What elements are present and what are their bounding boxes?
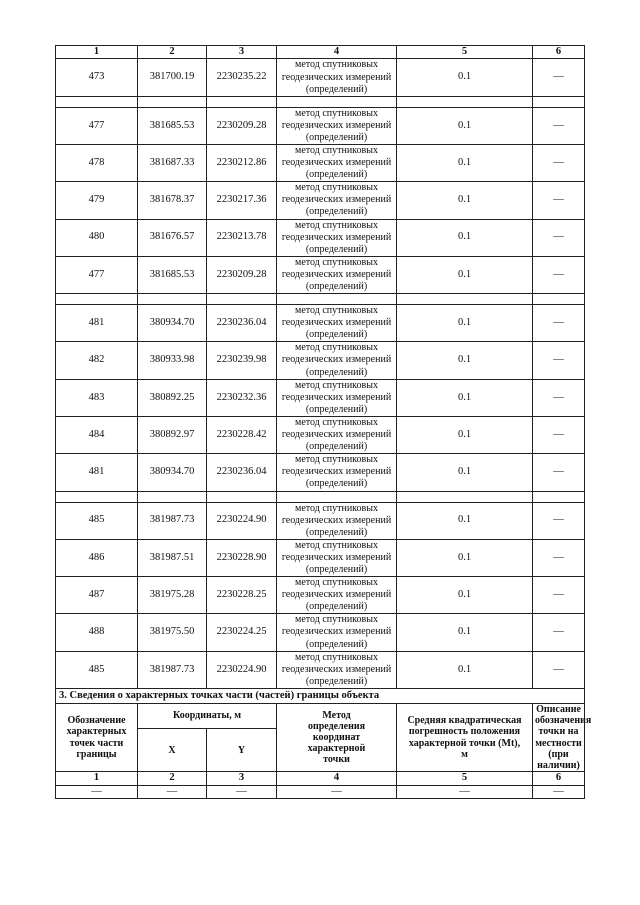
method-line: геодезических измерений: [281, 429, 392, 441]
description: —: [533, 144, 585, 181]
method-cell: [277, 614, 397, 651]
empty-cell: [533, 294, 585, 305]
description: —: [533, 416, 585, 453]
coord-x: 380934.70: [138, 305, 207, 342]
method-line: геодезических измерений: [281, 589, 392, 601]
point-number: 487: [56, 577, 138, 614]
coord-x: 381687.33: [138, 144, 207, 181]
point-number: 481: [56, 305, 138, 342]
coord-y: 2230236.04: [207, 305, 277, 342]
method-line: (определений): [305, 83, 368, 95]
coord-x: 381700.19: [138, 59, 207, 96]
table-row: [56, 454, 585, 491]
coord-y: 2230209.28: [207, 107, 277, 144]
empty-cell: [207, 96, 277, 107]
header-coordinates: Координаты, м: [138, 703, 277, 728]
section-3-title: 3. Сведения о характерных точках части (частей) границы объекта: [56, 688, 585, 703]
header-description: Описание обозначения точки на местности (при наличии): [533, 703, 585, 771]
method-line: (определений): [305, 638, 368, 650]
table-row: [56, 539, 585, 576]
empty-cell: [277, 491, 397, 502]
table-row: [56, 182, 585, 219]
method-line: геодезических измерений: [281, 71, 392, 83]
table-row: [56, 107, 585, 144]
empty-cell: [207, 491, 277, 502]
accuracy: 0.1: [397, 182, 533, 219]
point-number: 482: [56, 342, 138, 379]
coord-x: 380934.70: [138, 454, 207, 491]
table-row: [56, 651, 585, 688]
coord-y: 2230209.28: [207, 256, 277, 293]
point-number: 484: [56, 416, 138, 453]
method-line: (определений): [305, 403, 368, 415]
empty-cell: [56, 491, 138, 502]
method-cell: [277, 144, 397, 181]
spacer-row: [56, 96, 585, 107]
method-cell: [277, 416, 397, 453]
description: —: [533, 107, 585, 144]
column-number: 4: [277, 46, 397, 59]
method-cell: [277, 107, 397, 144]
point-number: 473: [56, 59, 138, 96]
method-line: (определений): [305, 243, 368, 255]
coord-y: 2230232.36: [207, 379, 277, 416]
table-cell: —: [138, 785, 207, 798]
accuracy: 0.1: [397, 59, 533, 96]
method-line: метод спутниковых: [295, 502, 378, 514]
column-number: 2: [138, 772, 207, 785]
column-number: 3: [207, 46, 277, 59]
description: —: [533, 539, 585, 576]
coord-y: 2230224.90: [207, 651, 277, 688]
coord-y: 2230236.04: [207, 454, 277, 491]
coord-y: 2230212.86: [207, 144, 277, 181]
description: —: [533, 305, 585, 342]
table-row: [56, 59, 585, 96]
table-cell: —: [277, 785, 397, 798]
column-number: 4: [277, 772, 397, 785]
description: —: [533, 379, 585, 416]
method-line: геодезических измерений: [281, 551, 392, 563]
column-number: 1: [56, 46, 138, 59]
method-line: метод спутниковых: [295, 577, 378, 589]
empty-cell: [56, 294, 138, 305]
method-line: (определений): [305, 601, 368, 613]
description: —: [533, 614, 585, 651]
coord-y: 2230224.90: [207, 502, 277, 539]
table-row: [56, 144, 585, 181]
method-line: (определений): [305, 206, 368, 218]
coord-y: 2230228.42: [207, 416, 277, 453]
boundary-points-table: [55, 45, 592, 799]
accuracy: 0.1: [397, 614, 533, 651]
coord-y: 2230239.98: [207, 342, 277, 379]
table-cell: —: [397, 785, 533, 798]
header-designation: Обозначение характерных точек части границы: [56, 703, 138, 771]
point-number: 477: [56, 256, 138, 293]
column-number-row: [56, 46, 585, 59]
method-line: метод спутниковых: [295, 256, 378, 268]
method-line: (определений): [305, 675, 368, 687]
method-cell: [277, 379, 397, 416]
accuracy: 0.1: [397, 256, 533, 293]
method-line: (определений): [305, 563, 368, 575]
coord-x: 381685.53: [138, 256, 207, 293]
method-line: метод спутниковых: [295, 651, 378, 663]
method-line: геодезических измерений: [281, 268, 392, 280]
table-row: [56, 502, 585, 539]
method-line: метод спутниковых: [295, 182, 378, 194]
method-line: геодезических измерений: [281, 194, 392, 206]
point-number: 477: [56, 107, 138, 144]
method-line: геодезических измерений: [281, 466, 392, 478]
coord-x: 381975.28: [138, 577, 207, 614]
section-3-value-row: [56, 785, 585, 798]
empty-cell: [533, 491, 585, 502]
method-cell: [277, 256, 397, 293]
accuracy: 0.1: [397, 219, 533, 256]
method-line: геодезических измерений: [281, 626, 392, 638]
column-number: 5: [397, 46, 533, 59]
column-number: 6: [533, 772, 585, 785]
method-line: метод спутниковых: [295, 305, 378, 317]
method-line: геодезических измерений: [281, 157, 392, 169]
method-line: геодезических измерений: [281, 663, 392, 675]
empty-cell: [397, 294, 533, 305]
table-row: [56, 379, 585, 416]
method-line: метод спутниковых: [295, 416, 378, 428]
point-number: 481: [56, 454, 138, 491]
column-number: 2: [138, 46, 207, 59]
empty-cell: [397, 491, 533, 502]
accuracy: 0.1: [397, 454, 533, 491]
accuracy: 0.1: [397, 539, 533, 576]
accuracy: 0.1: [397, 651, 533, 688]
description: —: [533, 219, 585, 256]
table-cell: —: [533, 785, 585, 798]
method-line: (определений): [305, 329, 368, 341]
point-number: 483: [56, 379, 138, 416]
description: —: [533, 651, 585, 688]
description: —: [533, 59, 585, 96]
method-line: метод спутниковых: [295, 342, 378, 354]
method-line: (определений): [305, 526, 368, 538]
method-cell: [277, 651, 397, 688]
method-line: геодезических измерений: [281, 354, 392, 366]
method-cell: [277, 342, 397, 379]
method-cell: [277, 219, 397, 256]
empty-cell: [207, 294, 277, 305]
description: —: [533, 454, 585, 491]
method-line: геодезических измерений: [281, 514, 392, 526]
section-3-header-row: [56, 703, 585, 728]
coord-x: 381975.50: [138, 614, 207, 651]
table-row: [56, 614, 585, 651]
coord-x: 381987.51: [138, 539, 207, 576]
method-line: метод спутниковых: [295, 107, 378, 119]
coord-y: 2230228.90: [207, 539, 277, 576]
method-cell: [277, 502, 397, 539]
empty-cell: [533, 96, 585, 107]
accuracy: 0.1: [397, 502, 533, 539]
method-cell: [277, 454, 397, 491]
method-cell: [277, 305, 397, 342]
description: —: [533, 342, 585, 379]
method-line: (определений): [305, 169, 368, 181]
header-method: Метод определения координат характерной точки: [277, 703, 397, 771]
column-number: 1: [56, 772, 138, 785]
column-number: 3: [207, 772, 277, 785]
coord-x: 381678.37: [138, 182, 207, 219]
method-line: (определений): [305, 441, 368, 453]
coord-y: 2230228.25: [207, 577, 277, 614]
table-row: [56, 305, 585, 342]
table-cell: —: [207, 785, 277, 798]
method-line: метод спутниковых: [295, 379, 378, 391]
point-number: 486: [56, 539, 138, 576]
spacer-row: [56, 294, 585, 305]
method-line: геодезических измерений: [281, 317, 392, 329]
spacer-row: [56, 491, 585, 502]
point-number: 488: [56, 614, 138, 651]
section-3-title-row: [56, 688, 585, 703]
method-line: (определений): [305, 366, 368, 378]
coord-x: 381987.73: [138, 502, 207, 539]
description: —: [533, 502, 585, 539]
accuracy: 0.1: [397, 144, 533, 181]
method-line: геодезических измерений: [281, 231, 392, 243]
empty-cell: [138, 294, 207, 305]
coord-x: 380933.98: [138, 342, 207, 379]
point-number: 480: [56, 219, 138, 256]
table-row: [56, 577, 585, 614]
method-cell: [277, 577, 397, 614]
point-number: 485: [56, 502, 138, 539]
method-line: (определений): [305, 281, 368, 292]
header-accuracy: Средняя квадратическая погрешность положения характерной точки (Mt), м: [397, 703, 533, 771]
method-line: геодезических измерений: [281, 391, 392, 403]
accuracy: 0.1: [397, 342, 533, 379]
method-line: (определений): [305, 478, 368, 490]
column-number: 5: [397, 772, 533, 785]
empty-cell: [138, 491, 207, 502]
method-line: метод спутниковых: [295, 144, 378, 156]
method-cell: [277, 59, 397, 96]
method-line: метод спутниковых: [295, 454, 378, 466]
empty-cell: [56, 96, 138, 107]
point-number: 479: [56, 182, 138, 219]
method-cell: [277, 539, 397, 576]
table-row: [56, 342, 585, 379]
method-line: метод спутниковых: [295, 614, 378, 626]
description: —: [533, 577, 585, 614]
method-line: метод спутниковых: [295, 59, 378, 71]
point-number: 478: [56, 144, 138, 181]
coord-x: 381987.73: [138, 651, 207, 688]
coord-y: 2230217.36: [207, 182, 277, 219]
header-y: Y: [207, 729, 277, 772]
column-number: 6: [533, 46, 585, 59]
accuracy: 0.1: [397, 305, 533, 342]
table-cell: —: [56, 785, 138, 798]
empty-cell: [138, 96, 207, 107]
table-row: [56, 219, 585, 256]
method-line: метод спутниковых: [295, 219, 378, 231]
accuracy: 0.1: [397, 577, 533, 614]
coord-y: 2230213.78: [207, 219, 277, 256]
section-3-column-number-row: [56, 772, 585, 785]
coord-y: 2230235.22: [207, 59, 277, 96]
method-line: геодезических измерений: [281, 119, 392, 131]
coord-y: 2230224.25: [207, 614, 277, 651]
accuracy: 0.1: [397, 107, 533, 144]
table-row: [56, 416, 585, 453]
coord-x: 380892.97: [138, 416, 207, 453]
table-row: [56, 256, 585, 293]
method-line: (определений): [305, 131, 368, 143]
description: —: [533, 182, 585, 219]
empty-cell: [277, 96, 397, 107]
coord-x: 381676.57: [138, 219, 207, 256]
header-x: X: [138, 729, 207, 772]
method-cell: [277, 182, 397, 219]
accuracy: 0.1: [397, 379, 533, 416]
empty-cell: [277, 294, 397, 305]
coord-x: 380892.25: [138, 379, 207, 416]
coord-x: 381685.53: [138, 107, 207, 144]
description: —: [533, 256, 585, 293]
point-number: 485: [56, 651, 138, 688]
method-line: метод спутниковых: [295, 539, 378, 551]
accuracy: 0.1: [397, 416, 533, 453]
empty-cell: [397, 96, 533, 107]
